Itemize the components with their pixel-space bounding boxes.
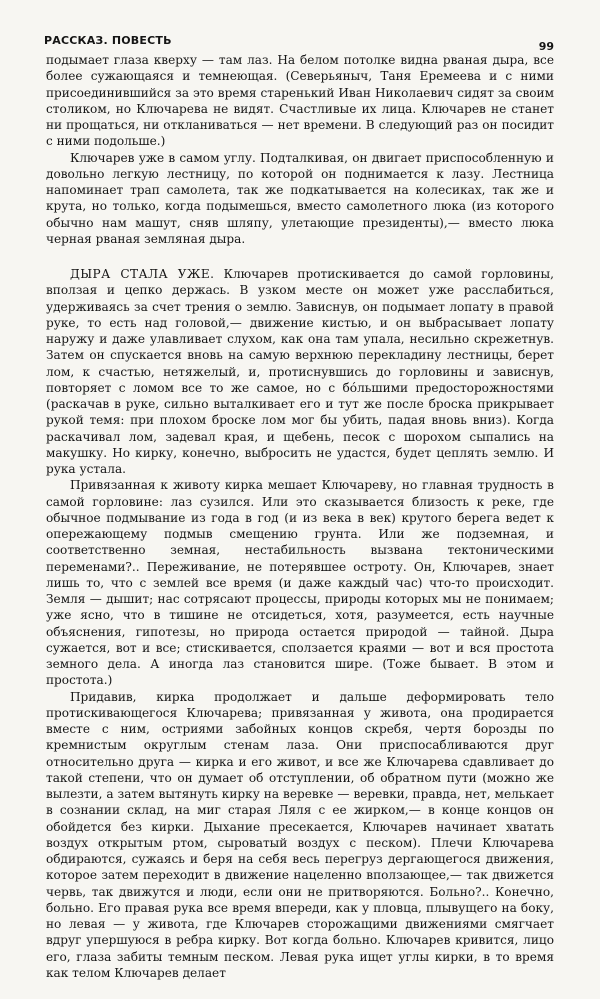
- paragraph: Привязанная к животу кирка мешает Ключареву, но главная трудность в самой горловине: лаз сузился. Или это сказывается близость к реке, где обычное подмывание из года в год (и из века в век) крутого берега ведет к опережающему подмыв смещению грунта. Или же подземная, и соответственно земная, нестабильность вызвана тектоническими переменами?.. Переживание, не потерявшее остроту. Он, Ключарев, знает лишь то, что с землей все время (и даже каждый час) что-то происходит. Земля — дышит; нас сотрясают процессы, природы которых мы не понимаем; уже ясно, что в тишине не отсидеться, хотя, разумеется, есть научные объяснения, гипотезы, но природа остается природой — тайной. Дыра сужается, вот и все; стискивается, сползается краями — вот и вся простота земного дела. А иногда лаз становится шире. (Тоже бывает. В этом и простота.): [46, 478, 554, 688]
- running-head: РАССКАЗ. ПОВЕСТЬ: [44, 34, 172, 47]
- body-text: [46, 52, 554, 981]
- paragraph: Ключарев уже в самом углу. Подталкивая, он двигает приспособленную и довольно легкую лестницу, по которой он поднимается к лазу. Лестница напоминает трап самолета, так же подкатывается на колесиках, так же и крута, но только, когда подымешься, вместо самолетного люка (из которого обычно нам машут, сняв шляпу, улетающие президенты),— вместо люка черная рваная земляная дыра.: [46, 150, 554, 246]
- paragraph: подымает глаза кверху — там лаз. На белом потолке видна рваная дыра, все более сужающаяся и темнеющая. (Северьяныч, Таня Еремеева и с ними присоединившийся за это время старенький Иван Николаевич сидят за своим столиком, но Ключарева не видят. Счастливые их лица. Ключарев не станет ни прощаться, ни откланиваться — нет времени. В следующий раз он посидит с ними подольше.): [46, 53, 554, 149]
- page-header: [44, 34, 554, 54]
- paragraph-text: Ключарев протискивается до самой горловины, вползая и цепко держась. В узком месте он может уже расслабиться, удерживаясь за счет трения о землю. Зависнув, он подымает лопату в правой руке, то есть над головой,— движение кистью, и он выбрасывает лопату наружу и даже улавливает слухом, как она там упала, несильно скрежетнув. Затем он спускается вновь на самую верхнюю перекладину лестницы, берет лом, к счастью, нетяжелый, и, протиснувшись до горловины и зависнув, повторяет с ломом все то же самое, но с бóльшими предосторожностями (раскачав в руке, сильно выталкивает его и тут же после броска прикрывает рукой темя: при плохом броске лом мог бы убить, падая вновь вниз). Когда раскачивал лом, задевал края, и щебень, песок с шорохом сыпались на макушку. Но кирку, конечно, выбросить не удастся, будет цеплять землю. И рука устала.: [46, 267, 554, 476]
- page-number: 99: [538, 40, 554, 53]
- section-heading: ДЫРА СТАЛА УЖЕ.: [70, 267, 215, 281]
- paragraph: Придавив, кирка продолжает и дальше деформировать тело протискивающегося Ключарева; привязанная у живота, она продирается вместе с ним, остриями забойных концов скребя, чертя борозды по кремнистым округлым стенам лаза. Они приспосабливаются друг относительно друга — кирка и его живот, и все же Ключарева сдавливает до такой степени, что он думает об отступлении, об обратном пути (можно же вылезти, а затем вытянуть кирку на веревке — веревки, правда, нет, мелькает в сознании склад, на миг старая Ляля с ее жирком,— в конце концов он обойдется без кирки. Дыхание пресекается, Ключарев начинает хватать воздух открытым ртом, сыроватый воздух с песком). Плечи Ключарева обдираются, сужаясь и беря на себя весь перегруз дергающегося движения, которое затем переходит в движение нацеленно вползающее,— так движется червь, так движутся и люди, если они не притворяются. Больно?.. Конечно, больно. Его правая рука все время впереди, как у пловца, плывущего на боку, но левая — у живота, где Ключарев сторожащими движениями смягчает вдруг упершуюся в ребра кирку. Вот когда больно. Ключарев кривится, лицо его, глаза забиты темным песком. Левая рука ищет углы кирки, в то время как телом Ключарев делает: [46, 689, 554, 980]
- section-paragraph: [46, 266, 554, 477]
